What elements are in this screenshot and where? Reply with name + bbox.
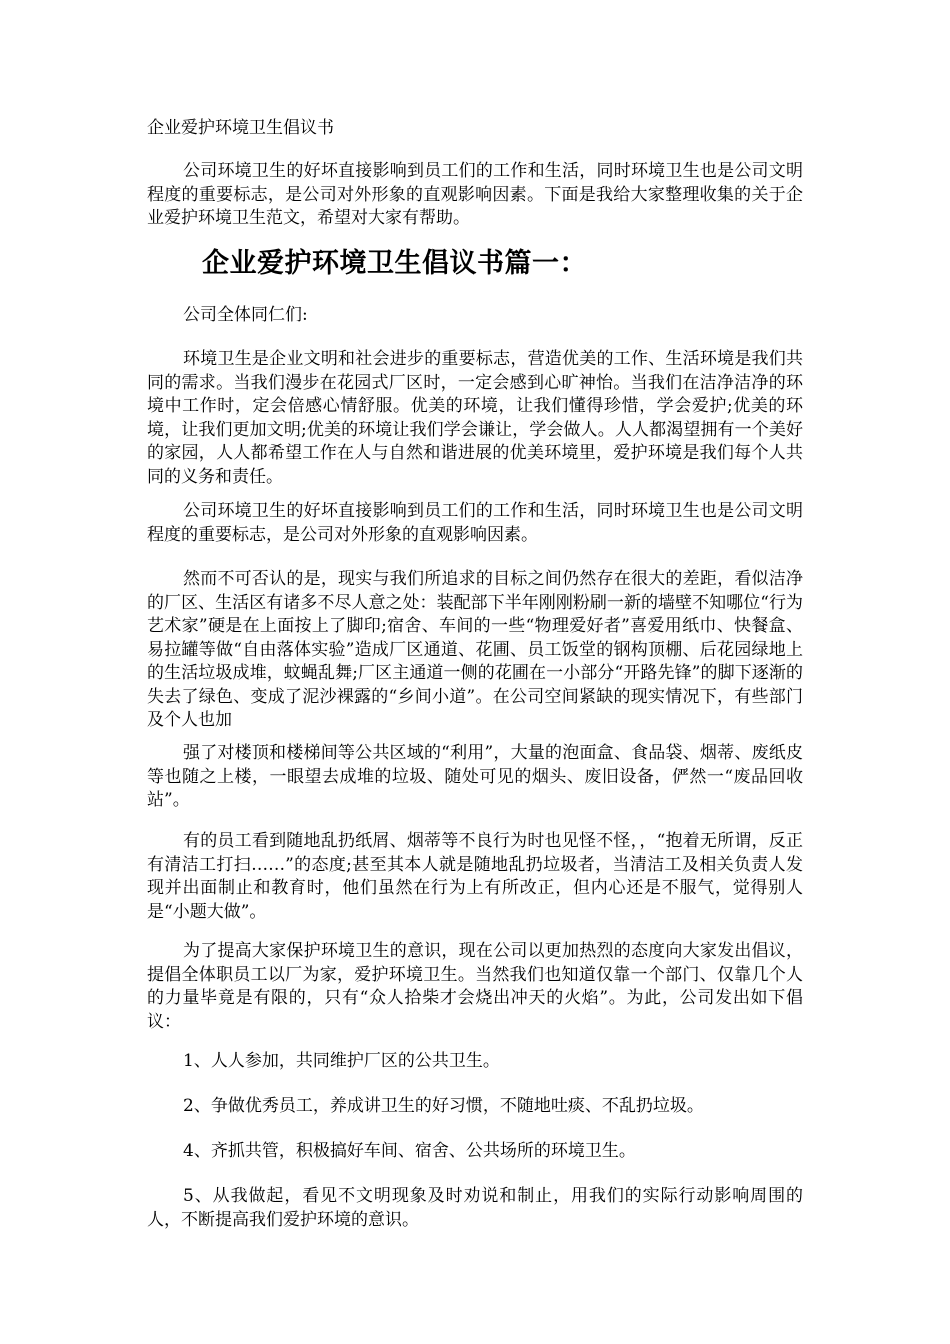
body-paragraph: 有的员工看到随地乱扔纸屑、烟蒂等不良行为时也见怪不怪，，“抱着无所谓，反正有清洁工打扫……”的态度;甚至其本人就是随地乱扔垃圾者，当清洁工及相关负责人发现并出面制止和教育时，他们虽然在行为上有所改正，但内心还是不服气，觉得别人是“小题大做”。	[147, 831, 803, 922]
body-paragraph: 环境卫生是企业文明和社会进步的重要标志，营造优美的工作、生活环境是我们共同的需求。当我们漫步在花园式厂区时，一定会感到心旷神怡。当我们在洁净洁净的环境中工作时，定会倍感心情舒服。优美的环境，让我们懂得珍惜，学会爱护;优美的环境，让我们更加文明;优美的环境让我们学会谦让，学会做人。人人都渴望拥有一个美好的家园，人人都希望工作在人与自然和谐进展的优美环境里，爱护环境是我们每个人共同的义务和责任。	[147, 349, 803, 487]
document-title: 企业爱护环境卫生倡议书	[147, 118, 334, 138]
list-item: 1、人人参加，共同维护厂区的公共卫生。	[183, 1051, 500, 1071]
list-item: 5、从我做起，看见不文明现象及时劝说和制止，用我们的实际行动影响周围的人，不断提高我们爱护环境的意识。	[147, 1186, 803, 1230]
intro-paragraph: 公司环境卫生的好坏直接影响到员工们的工作和生活，同时环境卫生也是公司文明程度的重要标志，是公司对外形象的直观影响因素。下面是我给大家整理收集的关于企业爱护环境卫生范文，希望对大家有帮助。	[147, 161, 803, 228]
body-paragraph: 公司环境卫生的好坏直接影响到员工们的工作和生活，同时环境卫生也是公司文明程度的重要标志，是公司对外形象的直观影响因素。	[147, 501, 803, 545]
body-paragraph: 然而不可否认的是，现实与我们所追求的目标之间仍然存在很大的差距，看似洁净的厂区、生活区有诸多不尽人意之处：装配部下半年刚刚粉刷一新的墙壁不知哪位“行为艺术家”硬是在上面按上了脚印;宿舍、车间的一些“物理爱好者”喜爱用纸巾、快餐盒、易拉罐等做“自由落体实验”造成厂区通道、花圃、员工饭堂的钢构顶棚、后花园绿地上的生活垃圾成堆，蚊蝇乱舞;厂区主通道一侧的花圃在一小部分“开路先锋”的脚下逐渐的失去了绿色、变成了泥沙裸露的“乡间小道”。在公司空间紧缺的现实情况下，有些部门及个人也加	[147, 569, 803, 730]
section-heading: 企业爱护环境卫生倡议书篇一：	[202, 248, 587, 279]
body-paragraph: 为了提高大家保护环境卫生的意识，现在公司以更加热烈的态度向大家发出倡议，提倡全体职员工以厂为家，爱护环境卫生。当然我们也知道仅靠一个部门、仅靠几个人的力量毕竟是有限的，只有“众人拾柴才会烧出冲天的火焰”。为此，公司发出如下倡议：	[147, 941, 803, 1032]
list-item: 4、齐抓共管，积极搞好车间、宿舍、公共场所的环境卫生。	[183, 1141, 636, 1161]
body-paragraph: 强了对楼顶和楼梯间等公共区域的“利用”，大量的泡面盒、食品袋、烟蒂、废纸皮等也随之上楼，一眼望去成堆的垃圾、随处可见的烟头、废旧设备，俨然一“废品回收站”。	[147, 743, 803, 810]
salutation: 公司全体同仁们:	[183, 305, 308, 325]
list-item: 2、争做优秀员工，养成讲卫生的好习惯，不随地吐痰、不乱扔垃圾。	[183, 1096, 704, 1116]
